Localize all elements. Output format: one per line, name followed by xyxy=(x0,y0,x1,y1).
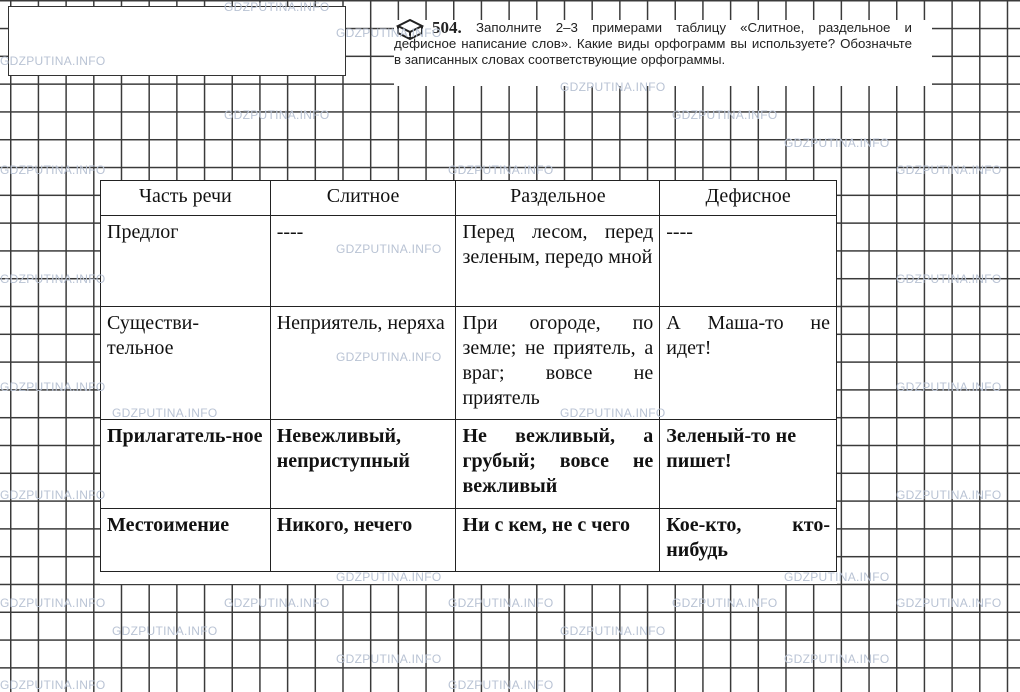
spelling-table xyxy=(100,180,837,584)
cell-separate: При огороде, по земле; не приятель, а враг; вовсе не приятель xyxy=(456,307,660,420)
watermark-text: GDZPUTINA.INFO xyxy=(784,652,890,666)
table-row xyxy=(101,216,837,307)
watermark-text: GDZPUTINA.INFO xyxy=(0,163,106,177)
table-header-row xyxy=(101,181,837,216)
table-row xyxy=(101,420,837,509)
task-number: 504. xyxy=(432,18,462,37)
watermark-text: GDZPUTINA.INFO xyxy=(672,108,778,122)
watermark-text: GDZPUTINA.INFO xyxy=(0,678,106,692)
watermark-text: GDZPUTINA.INFO xyxy=(896,488,1002,502)
watermark-text: GDZPUTINA.INFO xyxy=(336,350,442,364)
cell-hyphen: Кое-кто, кто-нибудь xyxy=(660,509,837,572)
task-block xyxy=(394,20,932,86)
watermark-text: GDZPUTINA.INFO xyxy=(560,406,666,420)
cell-solid: Неприятель, неряха xyxy=(270,307,456,420)
cell-part-of-speech: Существи-тельное xyxy=(101,307,271,420)
cell-hyphen: Зеленый-то не пишет! xyxy=(660,420,837,509)
watermark-text: GDZPUTINA.INFO xyxy=(112,624,218,638)
watermark-text: GDZPUTINA.INFO xyxy=(784,136,890,150)
watermark-text: GDZPUTINA.INFO xyxy=(0,380,106,394)
watermark-text: GDZPUTINA.INFO xyxy=(336,570,442,584)
cell-separate: Не вежливый, а грубый; вовсе не вежливый xyxy=(456,420,660,509)
cell-hyphen: ---- xyxy=(660,216,837,307)
task-text: Заполните 2–3 примерами таблицу «Слитное, раздельное и дефисное написание слов». Какие виды орфограмм вы используете? Обозначьте в записанных словах соответствующие орфограммы. xyxy=(394,20,912,67)
cell-solid: ---- xyxy=(270,216,456,307)
watermark-text: GDZPUTINA.INFO xyxy=(336,652,442,666)
watermark-text: GDZPUTINA.INFO xyxy=(112,406,218,420)
watermark-text: GDZPUTINA.INFO xyxy=(672,596,778,610)
cell-solid: Невежливый, неприступный xyxy=(270,420,456,509)
cell-separate: Ни с кем, не с чего xyxy=(456,509,660,572)
watermark-text: GDZPUTINA.INFO xyxy=(784,570,890,584)
watermark-text: GDZPUTINA.INFO xyxy=(896,272,1002,286)
watermark-text: GDZPUTINA.INFO xyxy=(448,163,554,177)
blank-box xyxy=(8,6,346,76)
watermark-text: GDZPUTINA.INFO xyxy=(0,596,106,610)
header-hyphen: Дефисное xyxy=(660,181,837,216)
watermark-text: GDZPUTINA.INFO xyxy=(0,54,106,68)
watermark-text: GDZPUTINA.INFO xyxy=(896,596,1002,610)
watermark-text: GDZPUTINA.INFO xyxy=(896,380,1002,394)
watermark-text: GDZPUTINA.INFO xyxy=(224,596,330,610)
watermark-text: GDZPUTINA.INFO xyxy=(448,678,554,692)
watermark-text: GDZPUTINA.INFO xyxy=(336,242,442,256)
watermark-text: GDZPUTINA.INFO xyxy=(0,272,106,286)
cell-part-of-speech: Прилагатель-ное xyxy=(101,420,271,509)
watermark-text: GDZPUTINA.INFO xyxy=(448,596,554,610)
watermark-text: GDZPUTINA.INFO xyxy=(336,26,442,40)
header-part-of-speech: Часть речи xyxy=(101,181,271,216)
cell-part-of-speech: Предлог xyxy=(101,216,271,307)
cell-solid: Никого, нечего xyxy=(270,509,456,572)
header-separate: Раздельное xyxy=(456,181,660,216)
cell-part-of-speech: Местоимение xyxy=(101,509,271,572)
table-row xyxy=(101,307,837,420)
watermark-text: GDZPUTINA.INFO xyxy=(560,80,666,94)
watermark-text: GDZPUTINA.INFO xyxy=(560,624,666,638)
cell-separate: Перед лесом, перед зеленым, передо мной xyxy=(456,216,660,307)
cell-hyphen: А Маша-то не идет! xyxy=(660,307,837,420)
table-row xyxy=(101,509,837,572)
watermark-text: GDZPUTINA.INFO xyxy=(224,108,330,122)
header-solid: Слитное xyxy=(270,181,456,216)
watermark-text: GDZPUTINA.INFO xyxy=(224,0,330,14)
watermark-text: GDZPUTINA.INFO xyxy=(0,488,106,502)
watermark-text: GDZPUTINA.INFO xyxy=(896,163,1002,177)
